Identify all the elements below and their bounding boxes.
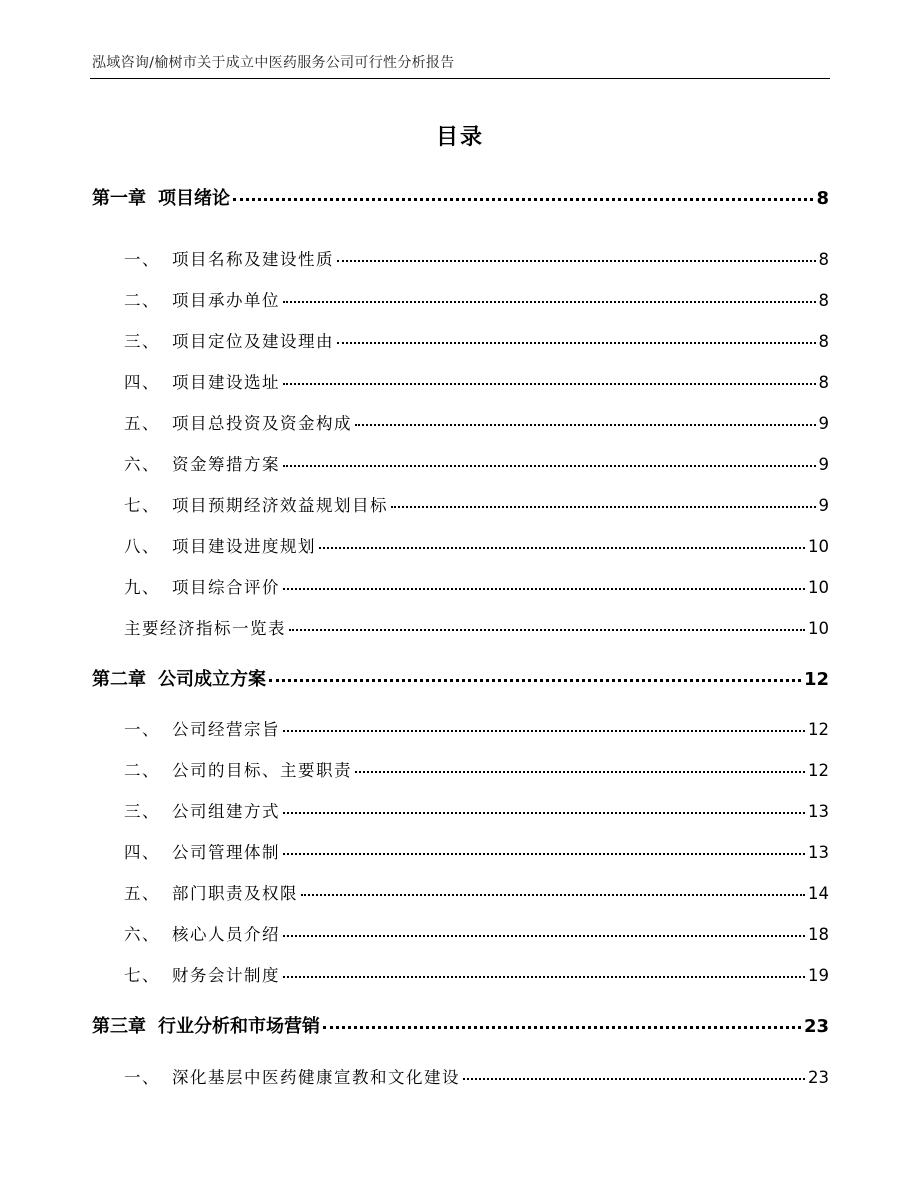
toc-entry-number: 二、	[124, 291, 160, 310]
toc-entry-title: 公司的目标、主要职责	[172, 761, 352, 780]
toc-leader-dots	[337, 342, 816, 344]
toc-page-number: 12	[808, 761, 829, 780]
toc-leader-dots	[283, 465, 816, 467]
toc-page-number: 13	[808, 802, 829, 821]
toc-page-number: 9	[818, 455, 829, 474]
toc-entry-number: 七、	[124, 496, 160, 515]
toc-section[interactable]	[92, 451, 829, 475]
toc-chapter-1[interactable]	[92, 184, 829, 210]
toc-leader-dots	[355, 771, 805, 773]
toc-page-number: 10	[808, 619, 829, 638]
toc-leader-dots	[323, 1026, 801, 1029]
toc-entry-number: 三、	[124, 802, 160, 821]
toc-entry-label	[92, 880, 298, 904]
toc-leader-dots	[283, 935, 805, 937]
toc-entry-label	[92, 798, 280, 822]
toc-leader-dots	[283, 730, 805, 732]
toc-entry-number: 四、	[124, 373, 160, 392]
toc-section[interactable]	[92, 798, 829, 822]
toc-entry-label	[92, 574, 280, 598]
toc-page-number: 8	[818, 332, 829, 351]
toc-entry-title: 项目名称及建设性质	[172, 250, 334, 269]
toc-entry-number: 一、	[124, 250, 160, 269]
toc-entry-title: 项目定位及建设理由	[172, 332, 334, 351]
toc-leader-dots	[289, 629, 805, 631]
toc-entry-title: 财务会计制度	[172, 966, 280, 985]
toc-entry-title: 项目绪论	[158, 188, 230, 209]
toc-chapter-3[interactable]	[92, 1012, 829, 1038]
toc-entry-title: 项目综合评价	[172, 578, 280, 597]
toc-section[interactable]	[92, 328, 829, 352]
toc-entry-label	[92, 184, 230, 210]
toc-entry-number: 四、	[124, 843, 160, 862]
toc-entry-number: 三、	[124, 332, 160, 351]
toc-entry-number: 八、	[124, 537, 160, 556]
toc-page-number: 23	[808, 1068, 829, 1087]
toc-entry-number: 第三章	[92, 1016, 146, 1037]
toc-leader-dots	[301, 894, 805, 896]
toc-entry-label	[92, 615, 286, 639]
toc-section[interactable]	[92, 757, 829, 781]
toc-page-number: 19	[808, 966, 829, 985]
toc-leader-dots	[319, 547, 805, 549]
toc-entry-title: 行业分析和市场营销	[158, 1016, 320, 1037]
toc-page-number: 14	[808, 884, 829, 903]
toc-leader-dots	[283, 812, 805, 814]
toc-page-number: 10	[808, 537, 829, 556]
toc-entry-number: 第二章	[92, 669, 146, 690]
toc-entry-title: 公司成立方案	[158, 669, 266, 690]
toc-entry-number: 六、	[124, 455, 160, 474]
toc-leader-dots	[283, 301, 816, 303]
toc-entry-label	[92, 451, 280, 475]
toc-entry-label	[92, 328, 334, 352]
toc-entry-label	[92, 287, 280, 311]
toc-section[interactable]	[92, 716, 829, 740]
toc-page-number: 8	[818, 250, 829, 269]
toc-entry-title: 公司组建方式	[172, 802, 280, 821]
toc-entry-title: 公司经营宗旨	[172, 720, 280, 739]
toc-entry-number: 九、	[124, 578, 160, 597]
toc-entry-title: 项目承办单位	[172, 291, 280, 310]
toc-title: 目录	[435, 125, 484, 150]
toc-section[interactable]	[92, 921, 829, 945]
toc-section[interactable]	[92, 839, 829, 863]
toc-page-number: 13	[808, 843, 829, 862]
toc-entry-title: 项目总投资及资金构成	[172, 414, 352, 433]
toc-entry-title: 资金筹措方案	[172, 455, 280, 474]
toc-leader-dots	[283, 853, 805, 855]
toc-leader-dots	[269, 679, 801, 682]
toc-entry-number: 六、	[124, 925, 160, 944]
toc-entry-number: 七、	[124, 966, 160, 985]
toc-page-number: 9	[818, 414, 829, 433]
toc-section[interactable]	[92, 410, 829, 434]
toc-entry-label	[92, 716, 280, 740]
toc-page-number: 8	[816, 188, 829, 209]
toc-page-number: 8	[818, 291, 829, 310]
toc-entry-number: 第一章	[92, 188, 146, 209]
header-divider	[90, 78, 830, 79]
toc-chapter-2[interactable]	[92, 665, 829, 691]
toc-section[interactable]	[92, 533, 829, 557]
toc-section[interactable]	[92, 492, 829, 516]
toc-entry-label	[92, 246, 334, 270]
toc-entry-number: 一、	[124, 720, 160, 739]
toc-entry-title: 项目预期经济效益规划目标	[172, 496, 388, 515]
toc-entry-title: 项目建设进度规划	[172, 537, 316, 556]
toc-entry-label	[92, 962, 280, 986]
toc-entry-label	[92, 369, 280, 393]
toc-entry-title: 部门职责及权限	[172, 884, 298, 903]
toc-leader-dots	[337, 260, 816, 262]
toc-entry-label	[92, 665, 266, 691]
toc-page-number: 23	[803, 1016, 829, 1037]
toc-section[interactable]	[92, 1064, 829, 1088]
toc-entry-label	[92, 410, 352, 434]
toc-entry-title: 深化基层中医药健康宣教和文化建设	[172, 1068, 460, 1087]
toc-entry-label	[92, 1012, 320, 1038]
toc-entry-title: 核心人员介绍	[172, 925, 280, 944]
toc-entry-label	[92, 533, 316, 557]
toc-entry-title: 主要经济指标一览表	[124, 619, 286, 638]
toc-page-number: 18	[808, 925, 829, 944]
toc-entry-number: 二、	[124, 761, 160, 780]
toc-leader-dots	[233, 198, 813, 201]
toc-section[interactable]	[92, 246, 829, 270]
toc-entry-label	[92, 1064, 460, 1088]
page-header: 泓域咨询/榆树市关于成立中医药服务公司可行性分析报告	[92, 55, 455, 71]
toc-entry-title: 公司管理体制	[172, 843, 280, 862]
toc-leader-dots	[283, 588, 805, 590]
toc-page-number: 12	[803, 669, 829, 690]
toc-section[interactable]	[92, 574, 829, 598]
toc-entry-number: 五、	[124, 884, 160, 903]
toc-entry-label	[92, 757, 352, 781]
toc-leader-dots	[463, 1078, 805, 1080]
toc-section[interactable]	[92, 287, 829, 311]
toc-section[interactable]	[92, 369, 829, 393]
toc-entry-title: 项目建设选址	[172, 373, 280, 392]
toc-entry-label	[92, 492, 388, 516]
toc-page-number: 12	[808, 720, 829, 739]
toc-leader-dots	[283, 976, 805, 978]
toc-page-number: 10	[808, 578, 829, 597]
toc-page-number: 8	[818, 373, 829, 392]
toc-section[interactable]	[92, 615, 829, 639]
toc-page-number: 9	[818, 496, 829, 515]
toc-entry-label	[92, 921, 280, 945]
toc-entry-number: 一、	[124, 1068, 160, 1087]
toc-section[interactable]	[92, 880, 829, 904]
toc-section[interactable]	[92, 962, 829, 986]
toc-leader-dots	[391, 506, 816, 508]
toc-leader-dots	[283, 383, 816, 385]
toc-entry-label	[92, 839, 280, 863]
toc-leader-dots	[355, 424, 816, 426]
toc-entry-number: 五、	[124, 414, 160, 433]
